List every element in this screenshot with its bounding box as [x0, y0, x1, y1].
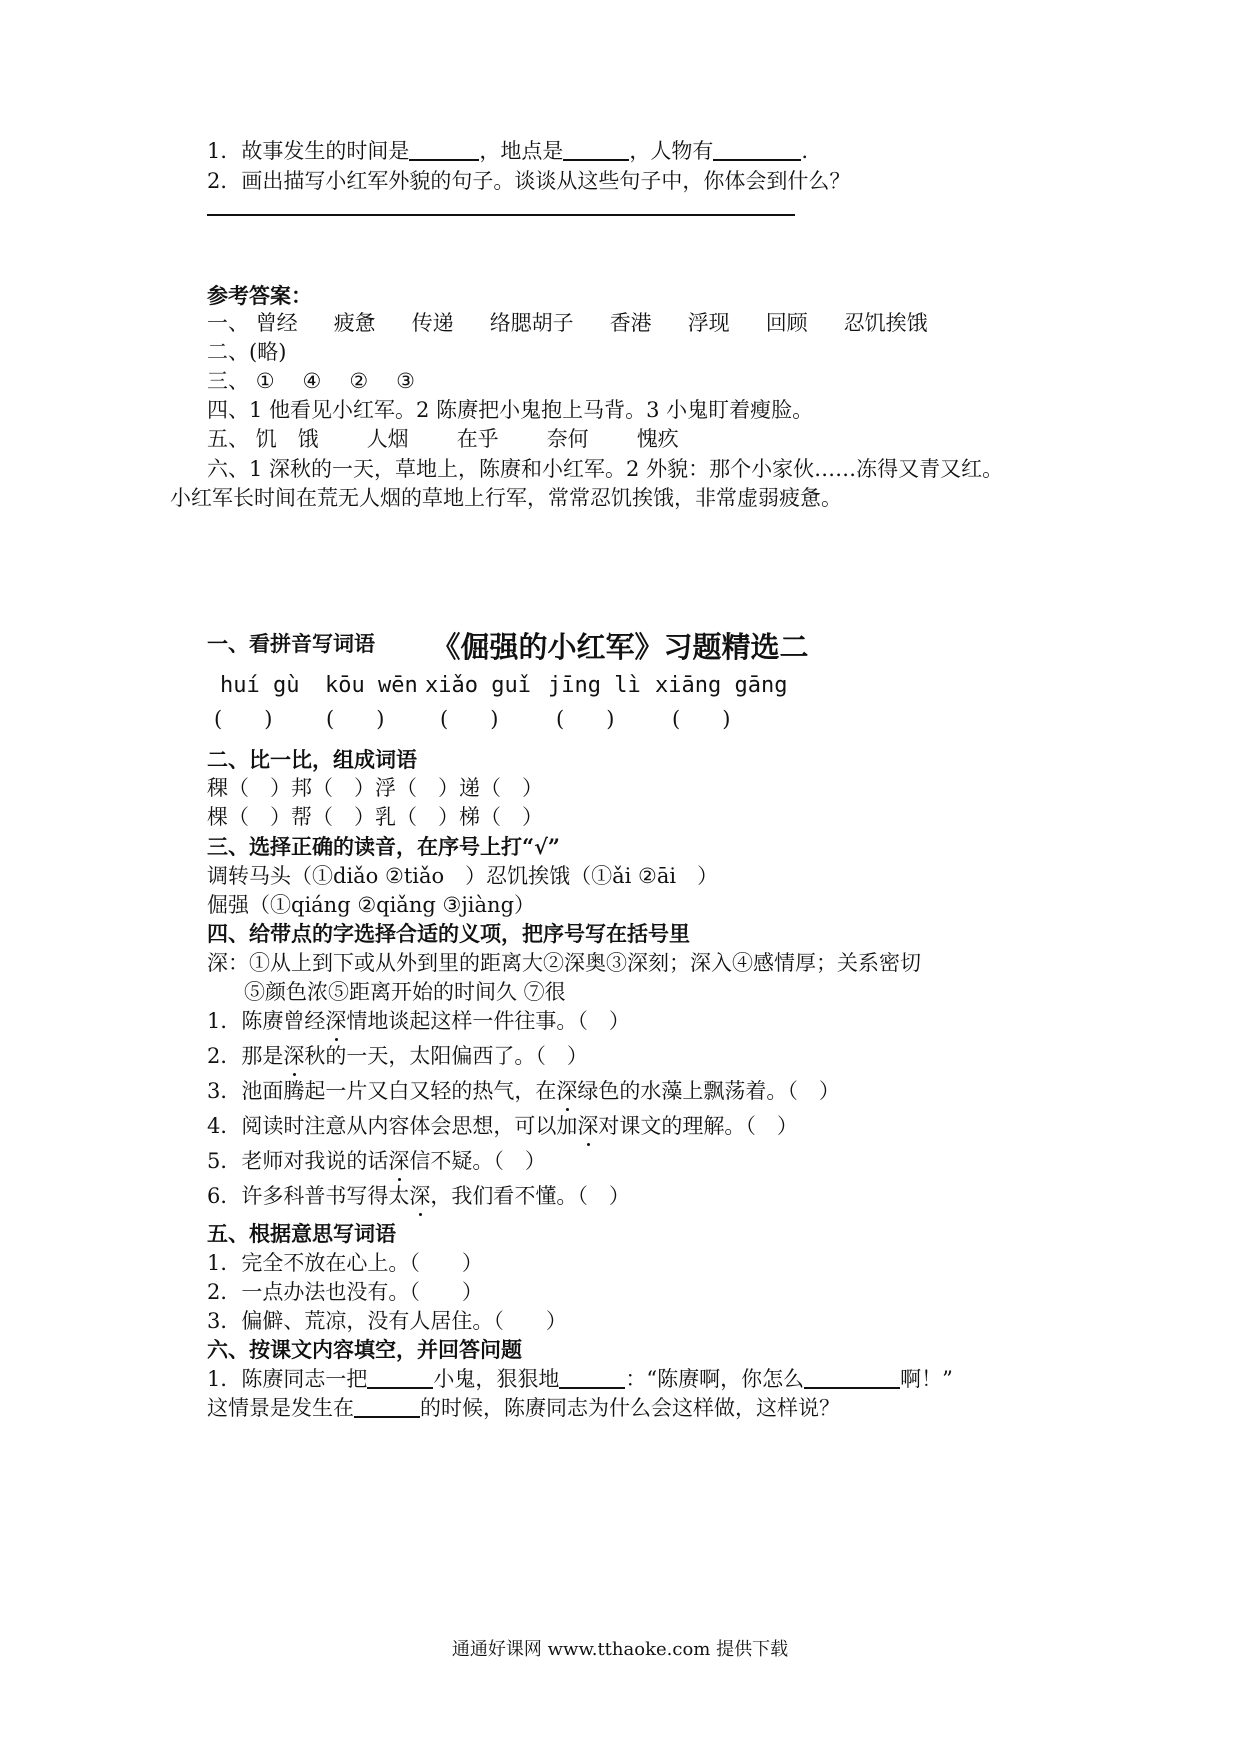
pinyin-word: xiǎo guǐ — [425, 673, 531, 698]
answers-heading: 参考答案： — [207, 283, 312, 308]
question-text: 2．那是 — [207, 1044, 284, 1068]
answer-3-items — [256, 369, 443, 393]
meaning-question — [207, 1076, 840, 1106]
footer-credit: 通通好课网 www.tthaoke.com 提供下载 — [451, 1639, 789, 1660]
question-text: 信不疑。（ ） — [409, 1149, 546, 1173]
compare-row-2: 棵（ ）帮（ ）乳（ ）梯（ ） — [207, 805, 543, 829]
section-4-heading: 四、给带点的字选择合适的义项，把序号写在括号里 — [207, 921, 690, 946]
answer-6-line-1: 六、1 深秋的一天，草地上，陈赓和小红军。2 外貌：那个小家伙……冻得又青又红。 — [207, 457, 1004, 481]
answer-label: 一、 — [207, 311, 249, 335]
answer-word: 人烟 — [366, 427, 409, 451]
word-question: 2．一点办法也没有。（ ） — [207, 1280, 483, 1304]
dotted-character: 深 — [409, 1181, 430, 1211]
question-text: ，我们看不懂。（ ） — [430, 1184, 630, 1208]
answer-1 — [207, 308, 964, 338]
answer-parentheses: ( ) — [440, 707, 499, 731]
question-text: 对课文的理解。（ ） — [598, 1114, 798, 1138]
fill-blank — [804, 1365, 900, 1389]
answer-label: 三、 — [207, 369, 249, 393]
answer-word: ④ — [302, 369, 322, 393]
definition-line-2: ⑤颜色浓⑤距离开始的时间久 ⑦很 — [244, 980, 566, 1004]
compare-row-1: 稞（ ）邦（ ）浮（ ）递（ ） — [207, 776, 543, 800]
question-text: 3．池面腾起一片又白又轻的热气，在 — [207, 1079, 557, 1103]
fill-question-text: 的时候，陈赓同志为什么会这样做，这样说？ — [420, 1396, 840, 1420]
answer-word: 奈何 — [546, 427, 589, 451]
answer-parentheses: ( ) — [326, 707, 385, 731]
section-6-heading: 六、按课文内容填空，并回答问题 — [207, 1337, 522, 1362]
question-text: 5．老师对我说的话 — [207, 1149, 389, 1173]
answer-5 — [207, 424, 727, 454]
answer-1-words — [256, 311, 964, 335]
question-1 — [207, 136, 808, 166]
answer-line — [207, 214, 795, 216]
answer-parentheses: ( ) — [214, 707, 273, 731]
page-title: 《倔强的小红军》习题精选二 — [431, 630, 809, 664]
answer-word: ① — [255, 369, 275, 393]
question-text: 情地谈起这样一件往事。（ ） — [346, 1009, 630, 1033]
answer-word: ② — [349, 369, 369, 393]
dotted-character: 深 — [556, 1076, 577, 1106]
fill-question-line-2 — [207, 1393, 840, 1423]
answer-word: 疲惫 — [333, 311, 376, 335]
meaning-question — [207, 1146, 546, 1176]
answer-label: 五、 — [207, 427, 249, 451]
fill-blank — [409, 137, 479, 161]
answer-4: 四、1 他看见小红军。2 陈赓把小鬼抱上马背。3 小鬼盯着瘦脸。 — [207, 398, 814, 422]
answer-word: 曾经 — [255, 311, 298, 335]
question-text: 1．陈赓曾经 — [207, 1009, 326, 1033]
answer-word: 回顾 — [765, 311, 808, 335]
answer-3 — [207, 366, 443, 396]
fill-question-text: ：“陈赓啊，你怎么 — [625, 1367, 805, 1391]
fill-blank — [563, 137, 629, 161]
section-1-heading: 一、看拼音写词语 — [207, 631, 375, 656]
answer-word: 饥 饿 — [255, 427, 319, 451]
answer-word: 络腮胡子 — [489, 311, 574, 335]
fill-question-line-1 — [207, 1364, 953, 1394]
answer-word: 愧疚 — [636, 427, 679, 451]
word-question: 3．偏僻、荒凉，没有人居住。（ ） — [207, 1309, 567, 1333]
question-1-text: 1．故事发生的时间是 — [207, 139, 410, 163]
word-question: 1．完全不放在心上。（ ） — [207, 1251, 483, 1275]
fill-question-text: 小鬼，狠狠地 — [433, 1367, 560, 1391]
question-text: 绿色的水藻上飘荡着。（ ） — [577, 1079, 840, 1103]
question-text: 秋的一天，太阳偏西了。（ ） — [304, 1044, 588, 1068]
pinyin-word: xiāng gāng — [655, 673, 788, 698]
answer-parentheses: ( ) — [556, 707, 615, 731]
fill-question-text: 啊！” — [900, 1367, 953, 1391]
question-text: 6．许多科普书写得太 — [207, 1184, 410, 1208]
answer-parentheses: ( ) — [672, 707, 731, 731]
definition-line-1: 深：①从上到下或从外到里的距离大②深奥③深刻；深入④感情厚；关系密切 — [207, 951, 921, 975]
answer-word: ③ — [396, 369, 415, 393]
fill-blank — [559, 1365, 625, 1389]
pronunciation-line-1: 调转马头（①diǎo ②tiǎo ）忍饥挨饿（①ǎi ②āi ） — [207, 864, 719, 888]
question-2: 2．画出描写小红军外貌的句子。谈谈从这些句子中，你体会到什么？ — [207, 169, 851, 193]
answer-6-line-2: 小红军长时间在荒无人烟的草地上行军，常常忍饥挨饿，非常虚弱疲惫。 — [170, 486, 842, 510]
pinyin-word: kōu wēn — [325, 673, 418, 698]
fill-question-text: 1．陈赓同志一把 — [207, 1367, 368, 1391]
answer-word: 浮现 — [687, 311, 730, 335]
meaning-question — [207, 1111, 798, 1141]
answer-word: 香港 — [609, 311, 652, 335]
section-5-heading: 五、根据意思写词语 — [207, 1221, 396, 1246]
dotted-character: 深 — [388, 1146, 409, 1176]
fill-blank — [367, 1365, 433, 1389]
section-2-heading: 二、比一比，组成词语 — [207, 747, 417, 772]
dotted-character: 深 — [325, 1006, 346, 1036]
meaning-question — [207, 1041, 588, 1071]
fill-question-text: 这情景是发生在 — [207, 1396, 354, 1420]
question-1-text: ，人物有 — [629, 139, 714, 163]
dotted-character: 深 — [283, 1041, 304, 1071]
pronunciation-line-2: 倔强（①qiáng ②qiǎng ③jiàng） — [207, 893, 536, 917]
meaning-question — [207, 1181, 630, 1211]
question-text: 4．阅读时注意从内容体会思想，可以加 — [207, 1114, 578, 1138]
dotted-character: 深 — [577, 1111, 598, 1141]
answer-word: 在乎 — [456, 427, 499, 451]
fill-blank — [713, 137, 801, 161]
question-1-text: . — [801, 139, 809, 163]
answer-2: 二、(略) — [207, 340, 287, 364]
pinyin-word: huí gù — [220, 673, 300, 698]
question-1-text: ，地点是 — [479, 139, 564, 163]
pinyin-word: jīng lì — [548, 673, 641, 698]
fill-blank — [354, 1394, 420, 1418]
answer-word: 忍饥挨饿 — [843, 311, 928, 335]
answer-5-words — [256, 427, 727, 451]
answer-word: 传递 — [411, 311, 454, 335]
meaning-question — [207, 1006, 630, 1036]
section-3-heading: 三、选择正确的读音，在序号上打“√” — [207, 834, 560, 859]
